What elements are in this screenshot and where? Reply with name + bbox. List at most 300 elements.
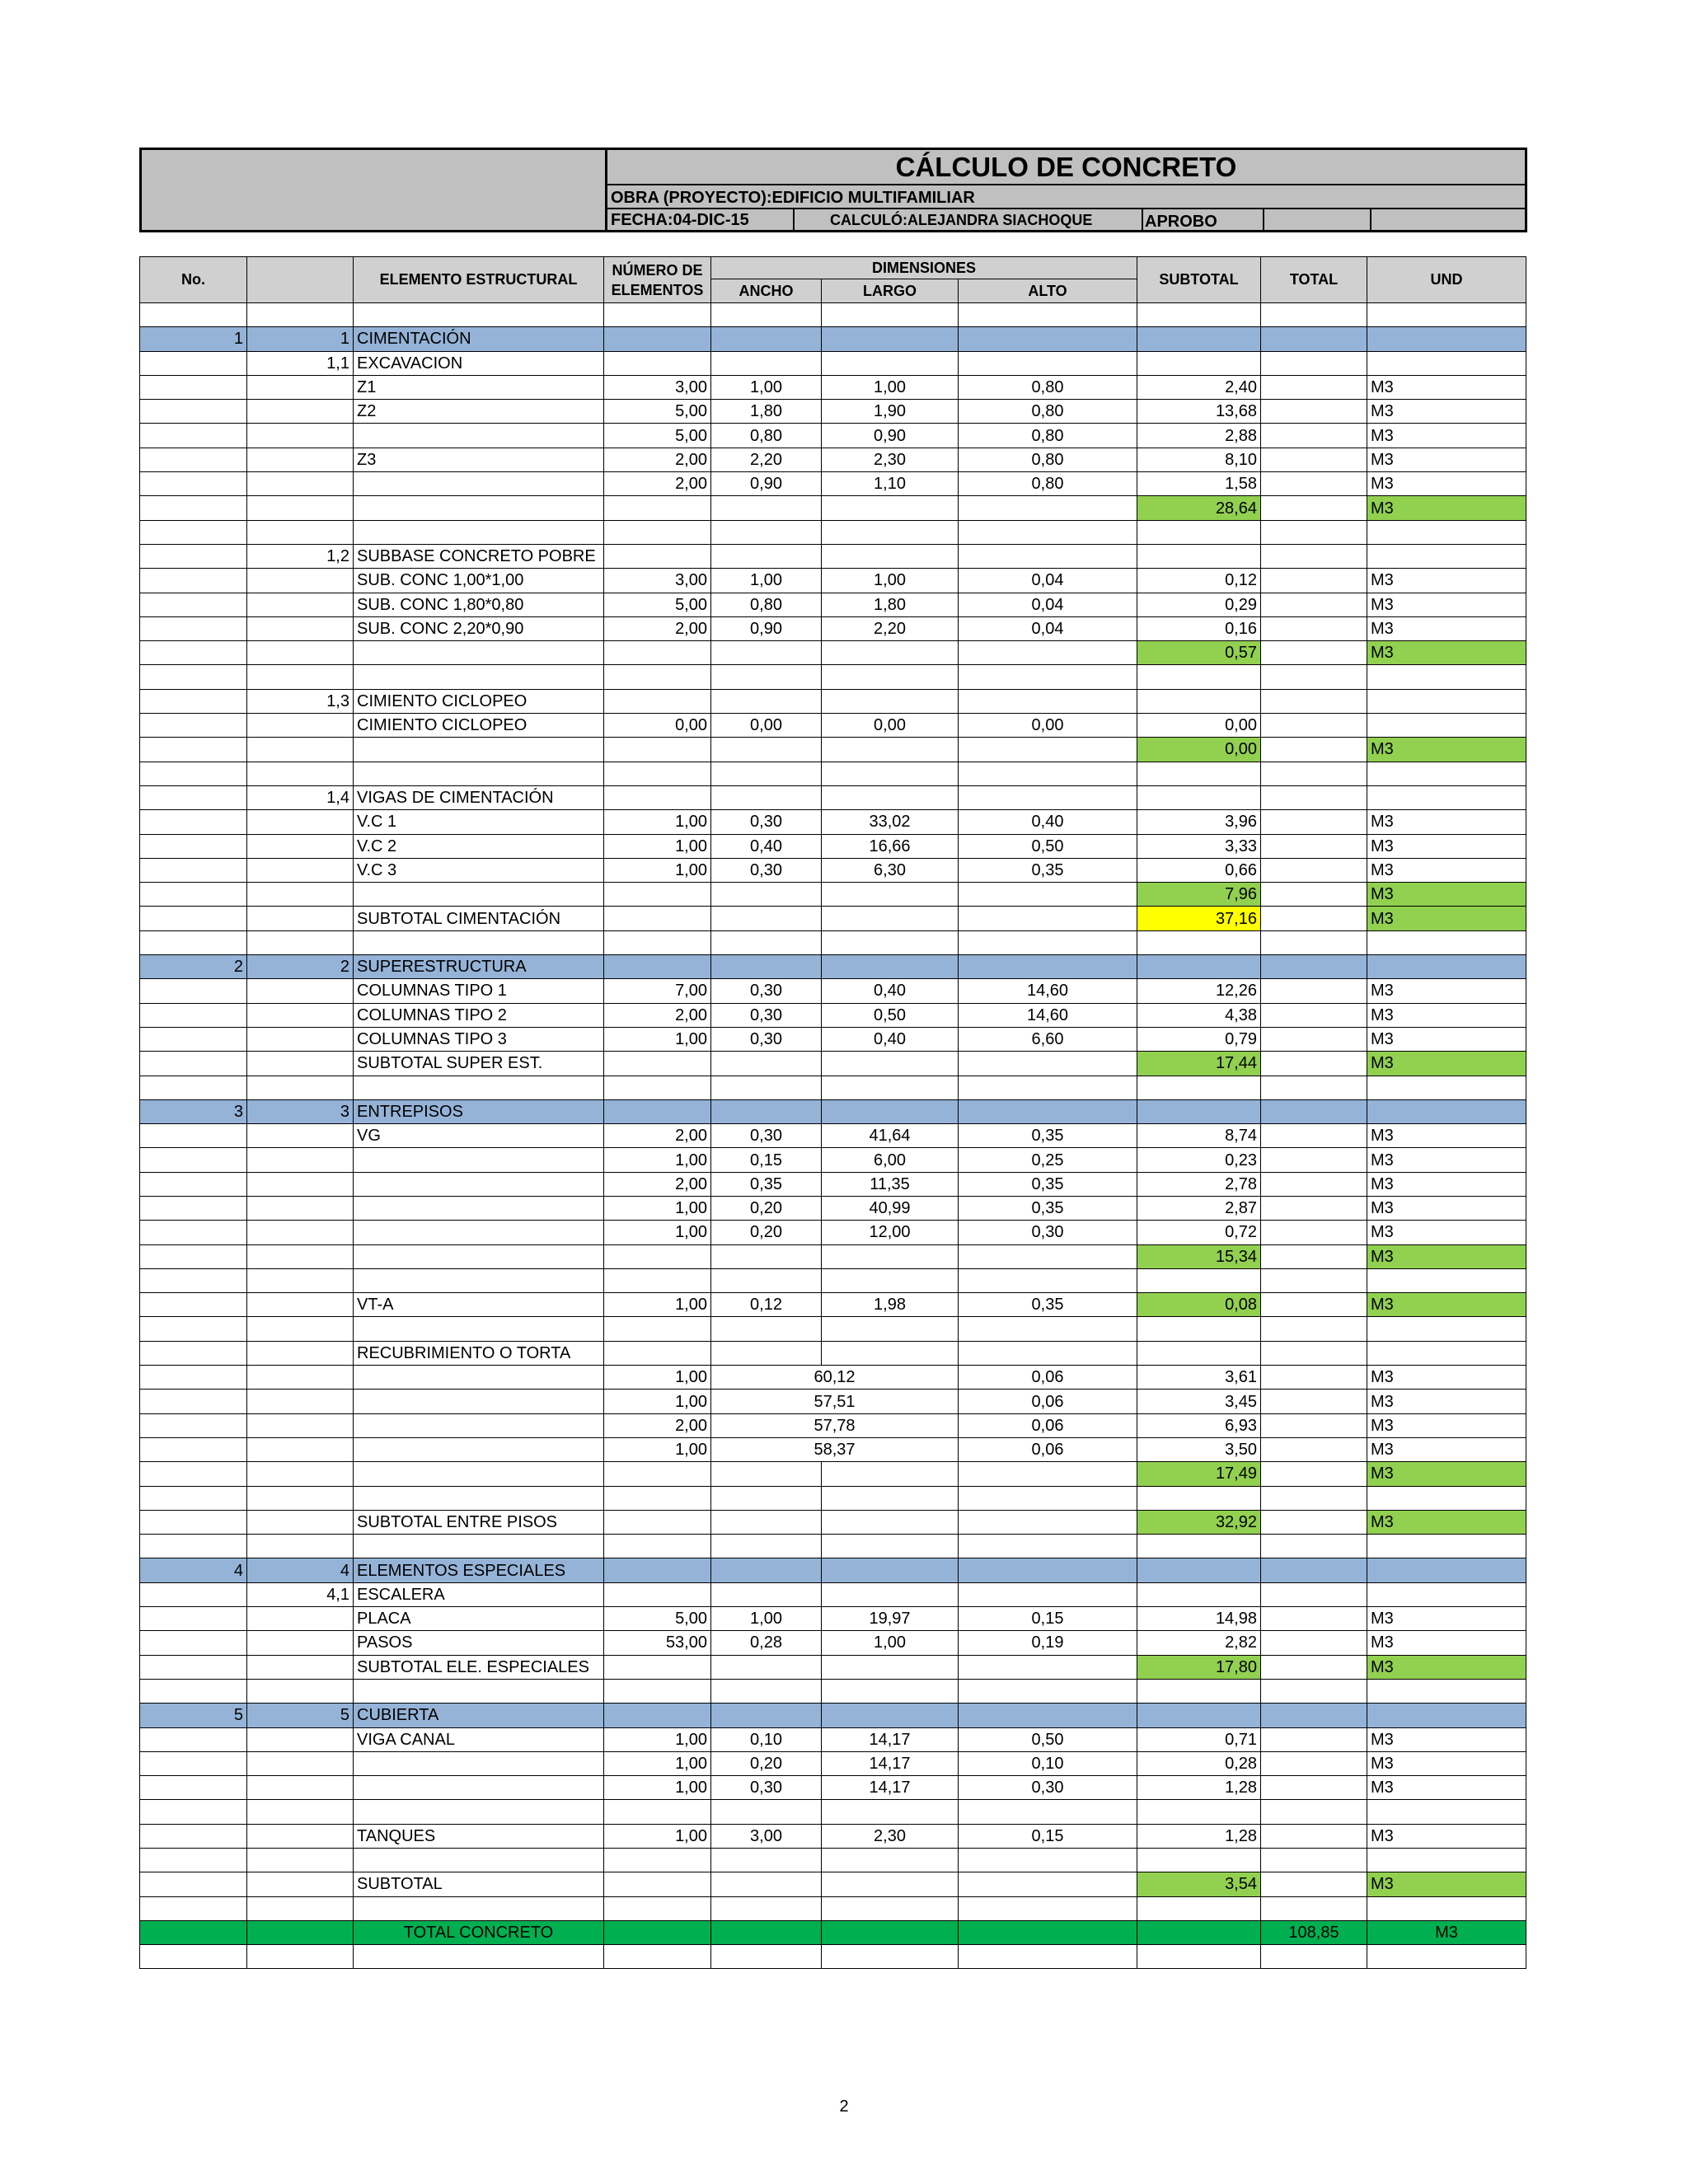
cell-subtotal: 15,34 [1137,1244,1261,1268]
cell-alto: 0,04 [959,593,1137,616]
cell-numero: 5,00 [604,424,711,448]
cell-numero [604,1268,711,1292]
cell-subtotal: 0,72 [1137,1221,1261,1244]
cell-und: M3 [1367,834,1526,858]
cell-elemento [354,1800,604,1824]
cell-largo [822,1872,959,1896]
cell-total [1261,907,1367,930]
cell-numero [604,907,711,930]
cell-subtotal [1137,1486,1261,1510]
cell-subtotal: 0,28 [1137,1751,1261,1775]
cell-ancho [711,930,822,954]
cell-no [140,1679,247,1703]
cell-elemento: EXCAVACION [354,351,604,375]
cell-numero [604,1945,711,1969]
cell-und [1367,714,1526,738]
cell-und [1367,689,1526,713]
cell-no [140,1510,247,1534]
table-row [140,907,1526,930]
cell-item-number [247,1413,354,1437]
cell-subtotal [1137,930,1261,954]
cell-subtotal: 0,23 [1137,1148,1261,1172]
cell-elemento [354,303,604,327]
cell-und: M3 [1367,641,1526,665]
cell-largo [822,762,959,785]
cell-alto [959,1535,1137,1558]
cell-und [1367,930,1526,954]
cell-total [1261,1872,1367,1896]
cell-alto [959,1099,1137,1123]
cell-alto [959,1896,1137,1920]
table-row [140,1148,1526,1172]
cell-und [1367,955,1526,979]
cell-largo: 2,20 [822,616,959,640]
cell-item-number [247,448,354,471]
cell-no [140,400,247,424]
cell-largo [822,544,959,568]
cell-item-number [247,496,354,520]
cell-subtotal [1137,520,1261,544]
cell-subtotal: 2,40 [1137,375,1261,399]
cell-largo [822,738,959,762]
cell-largo: 14,17 [822,1727,959,1751]
cell-largo: 41,64 [822,1124,959,1148]
cell-total [1261,689,1367,713]
cell-numero [604,1317,711,1341]
cell-largo: 0,40 [822,1027,959,1051]
cell-ancho: 0,40 [711,834,822,858]
table-row [140,1366,1526,1390]
cell-und: M3 [1367,1148,1526,1172]
cell-item-number [247,1148,354,1172]
cell-und: M3 [1367,424,1526,448]
column-header-subtotal: SUBTOTAL [1137,257,1261,303]
cell-alto: 0,80 [959,375,1137,399]
cell-subtotal: 2,88 [1137,424,1261,448]
cell-subtotal [1137,1268,1261,1292]
cell-item-number [247,1317,354,1341]
cell-ancho [711,1510,822,1534]
cell-elemento [354,1535,604,1558]
cell-item-number [247,1003,354,1027]
cell-no [140,1293,247,1317]
cell-elemento: VIGAS DE CIMENTACIÓN [354,785,604,809]
cell-largo [822,1510,959,1534]
cell-alto [959,1510,1137,1534]
cell-und [1367,351,1526,375]
cell-no [140,303,247,327]
cell-alto [959,1704,1137,1727]
cell-subtotal [1137,1849,1261,1872]
cell-ancho: 0,35 [711,1172,822,1196]
cell-und [1367,544,1526,568]
cell-no [140,1896,247,1920]
cell-elemento [354,1679,604,1703]
cell-alto: 0,06 [959,1366,1137,1390]
table-row [140,544,1526,568]
cell-numero [604,1679,711,1703]
cell-alto [959,520,1137,544]
cell-numero: 1,00 [604,1751,711,1775]
cell-und: M3 [1367,472,1526,496]
cell-ancho: 0,80 [711,593,822,616]
cell-largo [822,1462,959,1486]
cell-item-number [247,930,354,954]
cell-ancho [711,1341,822,1365]
cell-und: M3 [1367,1027,1526,1051]
cell-ancho: 0,12 [711,1293,822,1317]
cell-total [1261,738,1367,762]
cell-und: M3 [1367,1244,1526,1268]
cell-no [140,1244,247,1268]
cell-und: M3 [1367,883,1526,907]
cell-item-number [247,1896,354,1920]
cell-numero: 1,00 [604,1221,711,1244]
cell-ancho: 0,80 [711,424,822,448]
cell-no [140,1124,247,1148]
cell-und: M3 [1367,738,1526,762]
cell-largo [822,1244,959,1268]
cell-numero: 5,00 [604,400,711,424]
cell-und [1367,1099,1526,1123]
cell-numero: 3,00 [604,375,711,399]
cell-numero [604,641,711,665]
cell-alto: 0,30 [959,1776,1137,1800]
cell-numero: 1,00 [604,1366,711,1390]
cell-elemento [354,665,604,689]
page-number: 2 [839,2097,849,2116]
cell-total [1261,1221,1367,1244]
cell-subtotal [1137,955,1261,979]
cell-und: M3 [1367,1390,1526,1413]
cell-elemento: SUBBASE CONCRETO POBRE [354,544,604,568]
cell-alto [959,738,1137,762]
cell-elemento: Z3 [354,448,604,471]
cell-largo [822,520,959,544]
cell-numero: 2,00 [604,1124,711,1148]
table-row [140,1244,1526,1268]
cell-largo [822,907,959,930]
cell-total [1261,424,1367,448]
cell-elemento: TOTAL CONCRETO [354,1920,604,1944]
cell-no [140,689,247,713]
cell-elemento: V.C 2 [354,834,604,858]
cell-no [140,810,247,834]
cell-ancho [711,883,822,907]
cell-elemento [354,1945,604,1969]
cell-no [140,1824,247,1848]
cell-item-number [247,1221,354,1244]
cell-und [1367,1704,1526,1727]
cell-ancho [711,1945,822,1969]
cell-alto: 14,60 [959,1003,1137,1027]
cell-alto [959,955,1137,979]
cell-und: M3 [1367,1751,1526,1775]
cell-elemento [354,1437,604,1461]
cell-alto: 0,04 [959,616,1137,640]
cell-total [1261,1510,1367,1534]
cell-numero: 1,00 [604,1776,711,1800]
cell-ancho [711,689,822,713]
cell-alto: 0,50 [959,834,1137,858]
blank-row [140,1076,1526,1099]
cell-no [140,1390,247,1413]
cell-elemento [354,1244,604,1268]
cell-elemento: CIMENTACIÓN [354,327,604,351]
cell-und [1367,327,1526,351]
blank-row [140,1535,1526,1558]
cell-item-number [247,1800,354,1824]
cell-elemento: COLUMNAS TIPO 1 [354,979,604,1003]
cell-numero: 2,00 [604,448,711,471]
cell-no [140,665,247,689]
cell-numero [604,1849,711,1872]
cell-largo: 6,30 [822,858,959,882]
cell-total [1261,1800,1367,1824]
cell-item-number [247,1076,354,1099]
cell-item-number [247,1945,354,1969]
cell-total [1261,858,1367,882]
cell-item-number: 4,1 [247,1582,354,1606]
blank-row [140,1486,1526,1510]
cell-largo [822,1558,959,1582]
cell-ancho [711,1896,822,1920]
cell-alto [959,1076,1137,1099]
cell-item-number [247,1631,354,1655]
cell-ancho [711,665,822,689]
cell-total [1261,1076,1367,1099]
cell-elemento: VIGA CANAL [354,1727,604,1751]
cell-und: M3 [1367,1293,1526,1317]
cell-total [1261,1558,1367,1582]
cell-item-number [247,424,354,448]
column-header-alto: ALTO [959,279,1137,303]
cell-elemento [354,1366,604,1390]
cell-no [140,593,247,616]
cell-largo [822,785,959,809]
cell-subtotal [1137,689,1261,713]
table-row [140,496,1526,520]
cell-largo: 2,30 [822,448,959,471]
cell-subtotal: 17,80 [1137,1655,1261,1679]
table-row [140,689,1526,713]
cell-subtotal: 0,66 [1137,858,1261,882]
cell-alto [959,1872,1137,1896]
cell-alto: 0,10 [959,1751,1137,1775]
table-row [140,714,1526,738]
cell-item-number [247,641,354,665]
cell-numero: 1,00 [604,1437,711,1461]
cell-alto [959,1558,1137,1582]
cell-subtotal: 1,28 [1137,1776,1261,1800]
table-row [140,1413,1526,1437]
table-row [140,979,1526,1003]
cell-numero: 3,00 [604,569,711,593]
section-row [140,1558,1526,1582]
cell-ancho: 2,20 [711,448,822,471]
cell-item-number [247,616,354,640]
cell-ancho: 0,28 [711,1631,822,1655]
table-row [140,1052,1526,1076]
cell-numero [604,1510,711,1534]
cell-no [140,1945,247,1969]
table-row [140,1631,1526,1655]
cell-und: M3 [1367,1413,1526,1437]
cell-total [1261,1124,1367,1148]
cell-subtotal [1137,1920,1261,1944]
table-row [140,810,1526,834]
cell-no [140,1751,247,1775]
cell-total [1261,810,1367,834]
cell-largo: 1,00 [822,375,959,399]
cell-numero [604,496,711,520]
cell-und [1367,1558,1526,1582]
cell-numero [604,1655,711,1679]
cell-item-number [247,303,354,327]
cell-und: M3 [1367,1776,1526,1800]
cell-no [140,979,247,1003]
cell-ancho: 0,30 [711,810,822,834]
cell-und [1367,1535,1526,1558]
cell-item-number [247,1655,354,1679]
cell-total [1261,1341,1367,1365]
section-row [140,955,1526,979]
cell-elemento: ELEMENTOS ESPECIALES [354,1558,604,1582]
cell-subtotal: 8,74 [1137,1124,1261,1148]
cell-elemento: SUBTOTAL CIMENTACIÓN [354,907,604,930]
cell-largo: 1,98 [822,1293,959,1317]
cell-numero: 2,00 [604,1413,711,1437]
cell-ancho [711,1679,822,1703]
cell-elemento: SUBTOTAL SUPER EST. [354,1052,604,1076]
cell-item-number [247,1341,354,1365]
cell-total [1261,979,1367,1003]
table-row [140,616,1526,640]
cell-no [140,375,247,399]
cell-ancho: 0,20 [711,1196,822,1220]
table-row [140,1655,1526,1679]
cell-largo: 1,00 [822,569,959,593]
cell-largo [822,1800,959,1824]
cell-numero [604,1099,711,1123]
cell-elemento: VT-A [354,1293,604,1317]
cell-largo [822,1896,959,1920]
cell-alto [959,907,1137,930]
cell-ancho [711,1535,822,1558]
cell-total [1261,1462,1367,1486]
cell-alto [959,544,1137,568]
cell-elemento [354,1776,604,1800]
cell-und: M3 [1367,1052,1526,1076]
cell-alto: 6,60 [959,1027,1137,1051]
cell-subtotal: 14,98 [1137,1607,1261,1631]
cell-elemento: SUB. CONC 1,80*0,80 [354,593,604,616]
cell-no [140,472,247,496]
cell-und: M3 [1367,1003,1526,1027]
cell-item-number [247,1727,354,1751]
cell-largo: 12,00 [822,1221,959,1244]
cell-numero [604,1052,711,1076]
table-row [140,424,1526,448]
cell-total [1261,1027,1367,1051]
cell-elemento [354,641,604,665]
cell-numero: 5,00 [604,593,711,616]
cell-elemento: SUBTOTAL [354,1872,604,1896]
table-row [140,400,1526,424]
cell-largo: 33,02 [822,810,959,834]
cell-numero [604,1341,711,1365]
cell-elemento: TANQUES [354,1824,604,1848]
cell-numero [604,520,711,544]
cell-alto [959,689,1137,713]
cell-alto: 0,80 [959,472,1137,496]
cell-elemento: RECUBRIMIENTO O TORTA [354,1341,604,1365]
cell-und [1367,1800,1526,1824]
cell-numero [604,1535,711,1558]
cell-largo [822,1945,959,1969]
cell-ancho [711,955,822,979]
cell-und: M3 [1367,616,1526,640]
cell-elemento [354,1317,604,1341]
cell-no [140,424,247,448]
cell-largo [822,955,959,979]
cell-no [140,351,247,375]
cell-subtotal: 1,58 [1137,472,1261,496]
cell-total [1261,785,1367,809]
cell-ancho [711,1800,822,1824]
cell-ancho [711,1317,822,1341]
cell-alto [959,1849,1137,1872]
cell-item-number [247,979,354,1003]
column-header-no: No. [140,257,247,303]
cell-total: 108,85 [1261,1920,1367,1944]
cell-total [1261,1582,1367,1606]
cell-numero: 7,00 [604,979,711,1003]
table-body [140,303,1526,1969]
cell-numero [604,762,711,785]
cell-ancho [711,1462,822,1486]
cell-largo: 1,10 [822,472,959,496]
cell-alto: 0,80 [959,400,1137,424]
cell-item-number [247,520,354,544]
cell-numero [604,544,711,568]
blank-row [140,1945,1526,1969]
cell-subtotal: 0,00 [1137,738,1261,762]
cell-numero [604,1704,711,1727]
cell-no [140,496,247,520]
cell-total [1261,1535,1367,1558]
cell-alto: 0,06 [959,1437,1137,1461]
table-row [140,834,1526,858]
cell-subtotal [1137,327,1261,351]
cell-und: M3 [1367,1366,1526,1390]
cell-alto: 0,15 [959,1824,1137,1848]
cell-total [1261,1849,1367,1872]
cell-no [140,907,247,930]
sheet-header [139,148,1527,232]
cell-subtotal: 0,71 [1137,1727,1261,1751]
cell-elemento: COLUMNAS TIPO 3 [354,1027,604,1051]
cell-subtotal [1137,1800,1261,1824]
cell-subtotal: 8,10 [1137,448,1261,471]
page-title: CÁLCULO DE CONCRETO [895,152,1237,182]
cell-elemento: VG [354,1124,604,1148]
cell-subtotal: 2,78 [1137,1172,1261,1196]
cell-ancho: 0,15 [711,1148,822,1172]
cell-elemento: SUBTOTAL ELE. ESPECIALES [354,1655,604,1679]
column-header-dimensiones: DIMENSIONES [711,257,1137,279]
cell-largo [822,641,959,665]
